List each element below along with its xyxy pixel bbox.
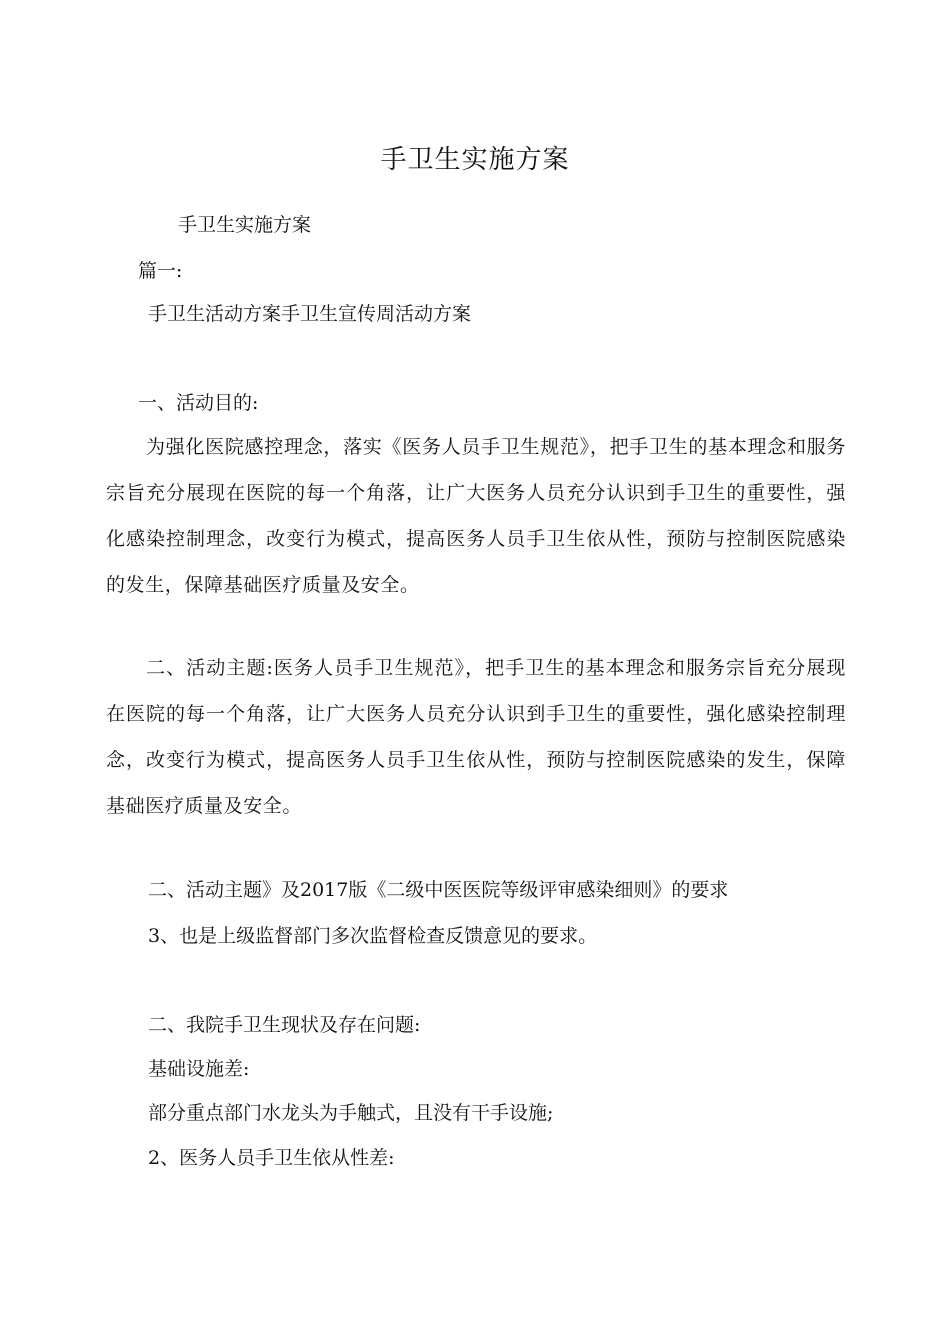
section3-line1: 二、活动主题》及2017版《二级中医医院等级评审感染细则》的要求 (148, 879, 729, 901)
section2-body: 二、活动主题:医务人员手卫生规范》，把手卫生的基本理念和服务宗旨充分展现在医院的每一个角落，让广大医务人员充分认识到手卫生的重要性，强化感染控制理念，改变行为模式，提高医务人员手卫生依从性，预防与控制医院感染的发生，保障基础医疗质量及安全。 (106, 657, 846, 817)
section4-item1: 基础设施差: (148, 1058, 250, 1080)
section4-item2: 部分重点部门水龙头为手触式，且没有干手设施; (148, 1102, 554, 1124)
document-subtitle: 手卫生实施方案 (178, 214, 312, 236)
section4-item3: 2、医务人员手卫生依从性差: (148, 1147, 395, 1169)
section4-heading: 二、我院手卫生现状及存在问题: (148, 1014, 421, 1036)
document-title: 手卫生实施方案 (380, 145, 570, 175)
activity-title: 手卫生活动方案手卫生宣传周活动方案 (148, 303, 472, 325)
section1-heading: 一、活动目的: (138, 392, 259, 414)
section1-body: 为强化医院感控理念，落实《医务人员手卫生规范》，把手卫生的基本理念和服务宗旨充分展现在医院的每一个角落，让广大医务人员充分认识到手卫生的重要性，强化感染控制理念，改变行为模式，提高医务人员手卫生依从性，预防与控制医院感染的发生，保障基础医疗质量及安全。 (106, 436, 846, 596)
section3-line2: 3、也是上级监督部门多次监督检查反馈意见的要求。 (148, 925, 598, 947)
part-label: 篇一: (138, 260, 183, 282)
